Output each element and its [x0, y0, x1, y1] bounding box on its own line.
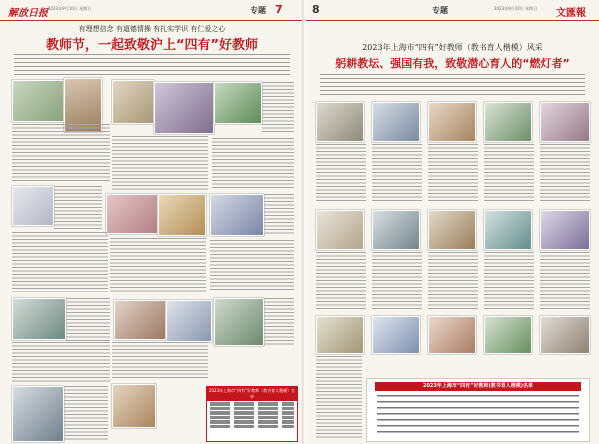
article-text	[210, 240, 294, 292]
teacher-photo-r15	[540, 316, 590, 354]
teacher-photo-r1	[316, 102, 364, 142]
article-text	[540, 144, 590, 202]
left-page-header	[0, 0, 304, 21]
jiefang-daily-masthead: 解放日报	[8, 8, 48, 19]
article-text	[484, 252, 534, 310]
article-text	[428, 144, 478, 202]
article-text	[110, 238, 206, 292]
teacher-photo-r2	[372, 102, 420, 142]
article-text	[64, 386, 108, 440]
honor-list-table-title: 2023年上海市“四有”好教师（教书育人楷模）名单	[208, 388, 296, 399]
teacher-photo-r3	[428, 102, 476, 142]
right-section-label: 专题	[432, 6, 448, 15]
teacher-photo-7	[106, 194, 158, 234]
teacher-photo-6	[12, 186, 54, 226]
teacher-photo-11	[114, 300, 166, 340]
honor-roll-title: 2023年上海市“四有”好教师(教书育人楷模)名单	[375, 382, 581, 391]
article-text	[12, 342, 110, 382]
article-text	[212, 138, 294, 190]
right-lede-text	[320, 74, 585, 96]
left-page-number: 7	[275, 3, 283, 16]
left-headline: 教师节，一起致敬沪上“四有”好教师	[45, 38, 259, 53]
teacher-photo-r12	[372, 316, 420, 354]
honor-roll-names	[377, 395, 579, 437]
teacher-photo-r7	[372, 210, 420, 250]
article-text	[12, 124, 110, 182]
article-text	[316, 356, 362, 440]
teacher-photo-r5	[540, 102, 590, 142]
right-subtitle: 2023年上海市“四有”好教师（教书育人楷模）风采	[362, 43, 543, 52]
teacher-photo-9	[210, 194, 264, 236]
honor-list-table	[206, 386, 298, 442]
article-text	[372, 252, 422, 310]
teacher-photo-r14	[484, 316, 532, 354]
teacher-photo-r9	[484, 210, 532, 250]
article-text	[264, 298, 294, 346]
teacher-photo-4	[154, 82, 214, 134]
wenhui-daily-masthead: 文匯報	[556, 8, 586, 19]
article-text	[540, 252, 590, 310]
teacher-photo-r4	[484, 102, 532, 142]
left-lede-text	[14, 54, 290, 76]
right-page-number: 8	[312, 3, 320, 16]
right-date-line: 2023年9月10日 星期日	[494, 6, 538, 11]
teacher-photo-r13	[428, 316, 476, 354]
right-newspaper-page	[306, 0, 599, 444]
teacher-photo-12	[166, 300, 212, 342]
left-section-label: 专题	[250, 6, 266, 15]
teacher-photo-10	[12, 298, 66, 340]
teacher-photo-13	[214, 298, 264, 346]
teacher-photo-1	[12, 80, 64, 122]
article-text	[316, 252, 366, 310]
article-text	[54, 186, 102, 230]
article-text	[428, 252, 478, 310]
article-text	[112, 136, 208, 190]
left-date-line: 2023年9月10日 星期日	[48, 6, 92, 11]
teacher-photo-5	[214, 82, 262, 124]
teacher-photo-3	[112, 80, 154, 124]
article-text	[12, 232, 108, 292]
article-text	[316, 144, 366, 202]
teacher-photo-r6	[316, 210, 364, 250]
honor-roll-box	[366, 378, 590, 442]
right-page-header	[306, 0, 599, 21]
teacher-photo-r11	[316, 316, 364, 354]
article-text	[262, 82, 294, 134]
article-text	[484, 144, 534, 202]
article-text	[112, 342, 208, 380]
article-text	[372, 144, 422, 202]
right-headline: 躬耕教坛、强国有我，致敬潜心育人的“燃灯者”	[335, 57, 570, 70]
article-text	[264, 194, 294, 236]
teacher-photo-r10	[540, 210, 590, 250]
teacher-photo-14	[12, 386, 64, 442]
article-text	[66, 298, 110, 342]
teacher-photo-15	[112, 384, 156, 428]
teacher-photo-8	[158, 194, 206, 236]
teacher-photo-r8	[428, 210, 476, 250]
left-subtitle: 有理想信念 有道德情操 有扎实学识 有仁爱之心	[78, 25, 226, 33]
